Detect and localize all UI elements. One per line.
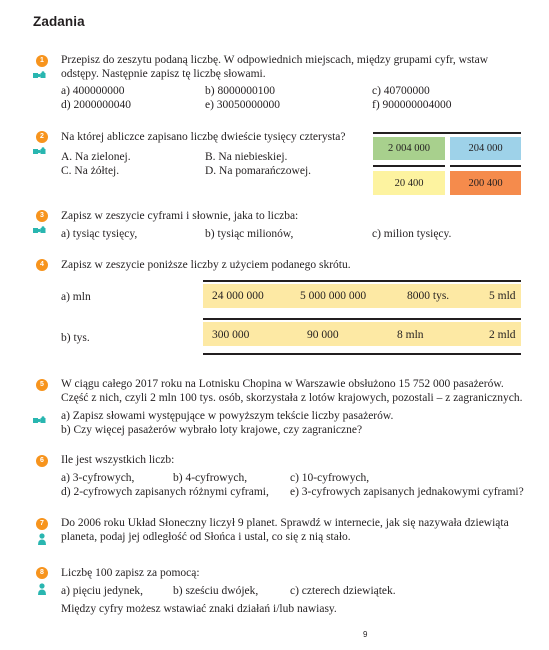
task-5-sub-a: a) Zapisz słowami występujące w powyższym tekście liczby pasażerów. bbox=[61, 410, 394, 422]
task-6-number-badge: 6 bbox=[36, 455, 48, 467]
task-8-number-badge: 8 bbox=[36, 567, 48, 579]
task-1-number-badge: 1 bbox=[36, 55, 48, 67]
task-8-note: Między cyfry możesz wstawiać znaki działań i/lub nawiasy. bbox=[61, 603, 337, 615]
task-2-question: Na której abliczce zapisano liczbę dwieście tysięcy czterysta? bbox=[61, 131, 346, 143]
task-2-option-b: B. Na niebieskiej. bbox=[205, 151, 288, 163]
task-5-text-line-2: Część z nich, czyli 2 mln 100 tys. osób, skorzystała z lotów krajowych, pozostali – z zagranicznych. bbox=[61, 392, 523, 404]
task-1-text-line-2: odstępy. Następnie zapisz tę liczbę słowami. bbox=[61, 68, 266, 80]
yellow-tablet: 20 400 bbox=[373, 171, 445, 195]
task-2-option-c: C. Na żółtej. bbox=[61, 165, 120, 177]
task-4-row-b-label: b) tys. bbox=[61, 332, 90, 344]
task-3-item-c: c) milion tysięcy. bbox=[372, 228, 452, 240]
task-3-number-badge: 3 bbox=[36, 210, 48, 222]
person-icon bbox=[37, 583, 47, 595]
task-1-item-f: f) 900000004000 bbox=[372, 99, 452, 111]
task-3-text: Zapisz w zeszycie cyframi i słownie, jaka to liczba: bbox=[61, 210, 299, 222]
task-6-item-c: c) 10-cyfrowych, bbox=[290, 472, 370, 484]
band-b bbox=[203, 322, 521, 346]
task-2-option-d: D. Na pomarańczowej. bbox=[205, 165, 312, 177]
task-6-item-e: e) 3-cyfrowych zapisanych jednakowymi cyframi? bbox=[290, 486, 524, 498]
task-1-item-c: c) 40700000 bbox=[372, 85, 430, 97]
tablet-line-top-right bbox=[450, 132, 521, 134]
task-7-text-line-1: Do 2006 roku Układ Słoneczny liczył 9 planet. Sprawdź w internecie, jak się nazywała dziewiąta bbox=[61, 517, 509, 529]
task-8-item-a: a) pięciu jedynek, bbox=[61, 585, 144, 597]
task-3-item-a: a) tysiąc tysięcy, bbox=[61, 228, 138, 240]
task-1-text-line-1: Przepisz do zeszytu podaną liczbę. W odpowiednich miejscach, między grupami cyfr, wstaw bbox=[61, 54, 489, 66]
task-1-item-b: b) 8000000100 bbox=[205, 85, 275, 97]
orange-tablet: 200 400 bbox=[450, 171, 521, 195]
puzzle-icon bbox=[33, 226, 47, 235]
task-6-item-d: d) 2-cyfrowych zapisanych różnymi cyframi, bbox=[61, 486, 269, 498]
task-5-number-badge: 5 bbox=[36, 379, 48, 391]
task-3-item-b: b) tysiąc milionów, bbox=[205, 228, 294, 240]
puzzle-icon bbox=[33, 416, 47, 425]
task-7-text-line-2: planeta, podaj jej odległość od Słońca i ustal, co się z nią stało. bbox=[61, 531, 351, 543]
task-1-item-a: a) 400000000 bbox=[61, 85, 125, 97]
puzzle-icon bbox=[33, 147, 47, 156]
tablet-line-mid-left bbox=[373, 165, 445, 167]
task-5-sub-b: b) Czy więcej pasażerów wybrało loty krajowe, czy zagraniczne? bbox=[61, 424, 363, 436]
task-2-option-a: A. Na zielonej. bbox=[61, 151, 131, 163]
page-number: 9 bbox=[363, 630, 368, 639]
task-2-number-badge: 2 bbox=[36, 131, 48, 143]
task-8-item-b: b) sześciu dwójek, bbox=[173, 585, 259, 597]
task-8-item-c: c) czterech dziewiątek. bbox=[290, 585, 396, 597]
band-a-value-2: 5 000 000 000 bbox=[300, 290, 367, 302]
task-1-item-e: e) 30050000000 bbox=[205, 99, 281, 111]
band-b-value-1: 300 000 bbox=[212, 329, 250, 341]
band-b-value-3: 8 mln bbox=[397, 329, 424, 341]
task-6-item-a: a) 3-cyfrowych, bbox=[61, 472, 135, 484]
task-8-text: Liczbę 100 zapisz za pomocą: bbox=[61, 567, 200, 579]
band-b-value-2: 90 000 bbox=[307, 329, 339, 341]
task-6-item-b: b) 4-cyfrowych, bbox=[173, 472, 248, 484]
band-a-value-1: 24 000 000 bbox=[212, 290, 264, 302]
band-a-value-3: 8000 tys. bbox=[407, 290, 450, 302]
task-1-item-d: d) 2000000040 bbox=[61, 99, 131, 111]
band-b-value-4: 2 mld bbox=[489, 329, 516, 341]
task-4-number-badge: 4 bbox=[36, 259, 48, 271]
task-7-number-badge: 7 bbox=[36, 518, 48, 530]
puzzle-icon bbox=[33, 71, 47, 80]
band-a-value-4: 5 mld bbox=[489, 290, 516, 302]
task-4-row-a-label: a) mln bbox=[61, 291, 91, 303]
person-icon bbox=[37, 533, 47, 545]
green-tablet: 2 004 000 bbox=[373, 137, 445, 160]
task-5-text-line-1: W ciągu całego 2017 roku na Lotnisku Chopina w Warszawie obsłużono 15 752 000 pasażerów. bbox=[61, 378, 504, 390]
task-4-text: Zapisz w zeszycie poniższe liczby z użyciem podanego skrótu. bbox=[61, 259, 351, 271]
section-heading: Zadania bbox=[33, 14, 85, 29]
task-6-text: Ile jest wszystkich liczb: bbox=[61, 454, 175, 466]
tablet-line-mid-right bbox=[450, 165, 521, 167]
band-a-top-line bbox=[203, 280, 521, 282]
band-b-top-line bbox=[203, 318, 521, 320]
band-b-bottom-line bbox=[203, 353, 521, 355]
blue-tablet: 204 000 bbox=[450, 137, 521, 160]
